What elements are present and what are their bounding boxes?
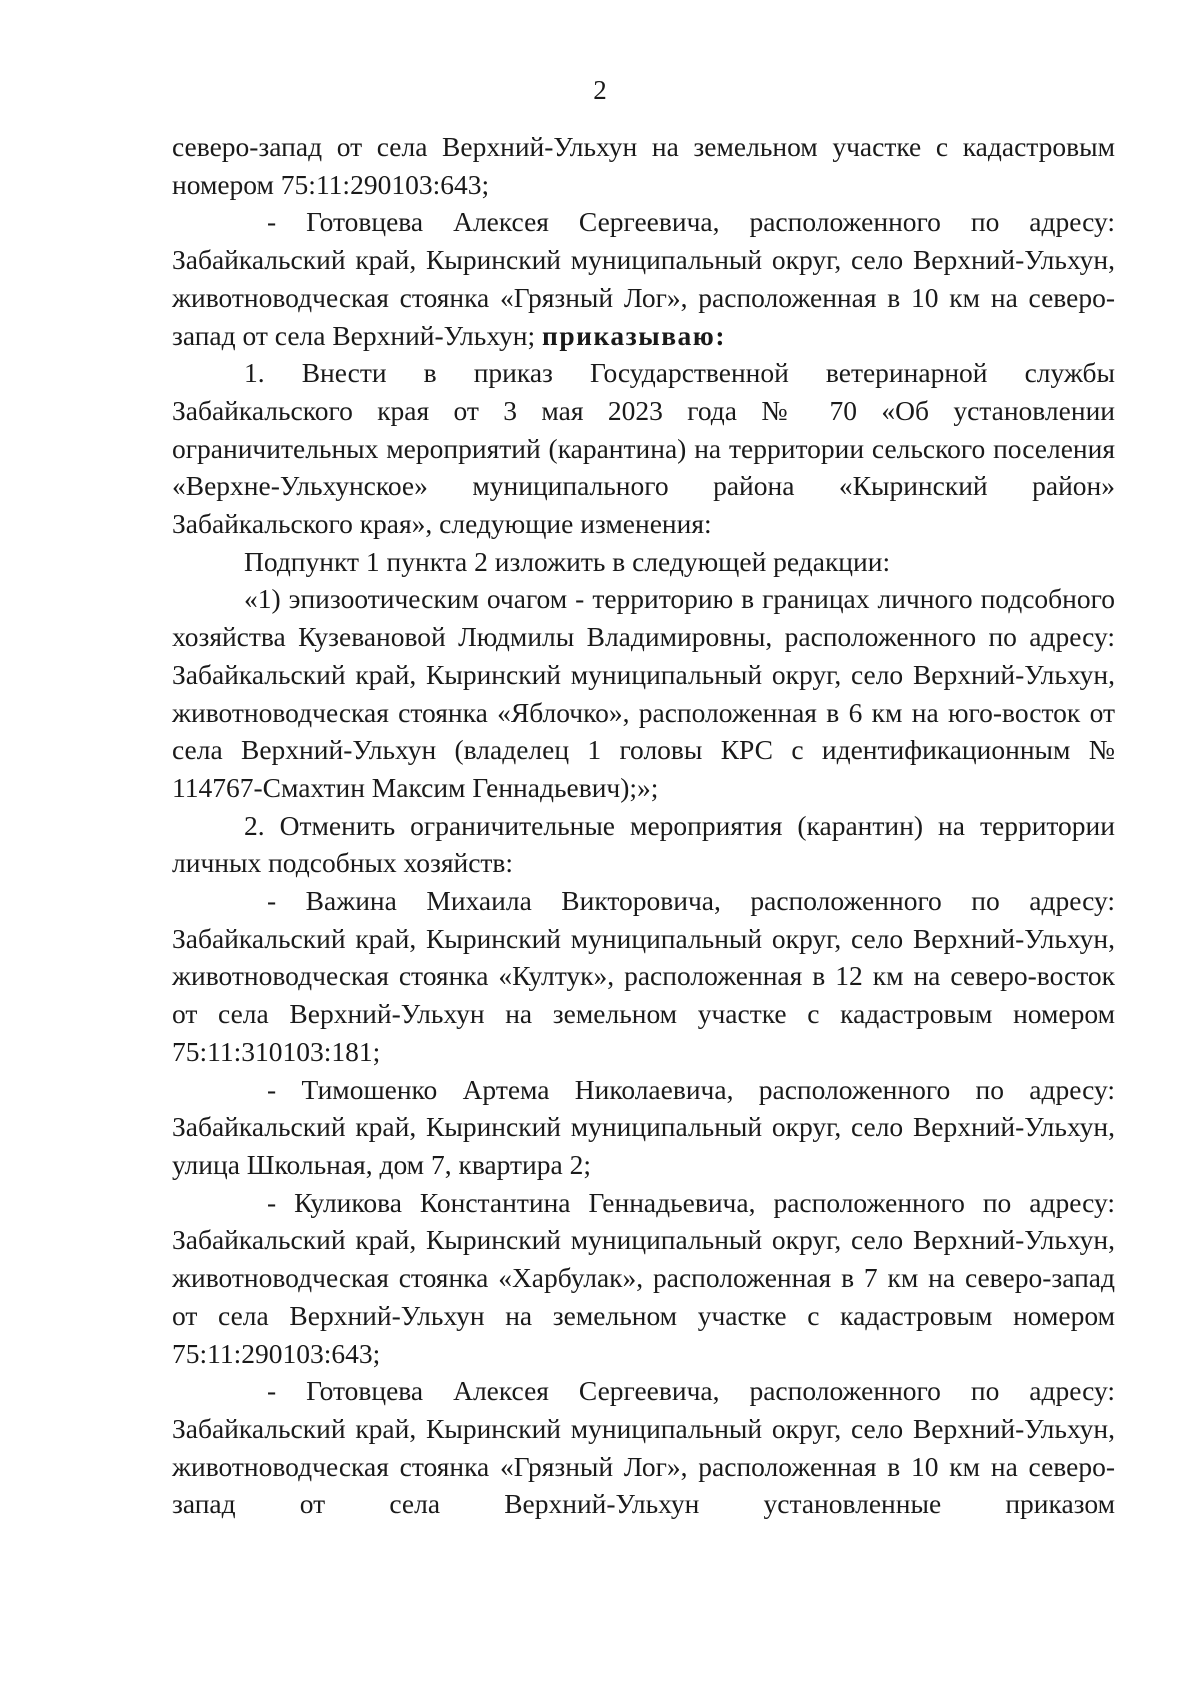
- paragraph-text: - Готовцева Алексея Сергеевича, расположенного по адресу: Забайкальский край, Кыринский муниципальный округ, село Верхний-Ульхун, животноводческая стоянка «Грязный Лог», расположенная в 10 км на северо-запад от села Верхний-Ульхун;: [172, 206, 1115, 351]
- list-item-timoshenko: - Тимошенко Артема Николаевича, расположенного по адресу: Забайкальский край, Кыринский муниципальный округ, село Верхний-Ульхун, улица Школьная, дом 7, квартира 2;: [172, 1073, 1115, 1180]
- paragraph-continuation: северо-запад от села Верхний-Ульхун на земельном участке с кадастровым номером 75:11:290103:643;: [172, 131, 1115, 200]
- order-keyword: приказываю:: [542, 319, 726, 351]
- paragraph-gotovtsev-order: [172, 203, 1115, 354]
- page-number: 2: [593, 75, 607, 105]
- paragraph-new-wording: «1) эпизоотическим очагом - территорию в границах личного подсобного хозяйства Кузевановой Людмилы Владимировны, расположенного по адресу: Забайкальский край, Кыринский муниципальный округ, село Верхний-Ульхун, животноводческая стоянка «Яблочко», расположенная в 6 км на юго-восток от села Верхний-Ульхун (владелец 1 головы КРС с идентификационным № 114767-Смахтин Максим Геннадьевич);»;: [172, 583, 1115, 803]
- document-body: [172, 128, 1115, 1523]
- paragraph-subitem-instruction: Подпункт 1 пункта 2 изложить в следующей редакции:: [244, 545, 891, 577]
- paragraph-item-1: 1. Внести в приказ Государственной ветеринарной службы Забайкальского края от 3 мая 2023 года № 70 «Об установлении ограничительных мероприятий (карантина) на территории сельского поселения «Верхне-Ульхунское» муниципального района «Кыринский район» Забайкальского края», следующие изменения:: [172, 357, 1115, 540]
- list-item-kulikov: - Куликова Константина Геннадьевича, расположенного по адресу: Забайкальский край, Кыринский муниципальный округ, село Верхний-Ульхун, животноводческая стоянка «Харбулак», расположенная в 7 км на северо-запад от села Верхний-Ульхун на земельном участке с кадастровым номером 75:11:290103:643;: [172, 1186, 1115, 1369]
- list-item-gotovtsev: - Готовцева Алексея Сергеевича, расположенного по адресу: Забайкальский край, Кыринский муниципальный округ, село Верхний-Ульхун, животноводческая стоянка «Грязный Лог», расположенная в 10 км на северо-запад от села Верхний-Ульхун установленные приказом: [172, 1375, 1115, 1520]
- list-item-vazhin: - Важина Михаила Викторовича, расположенного по адресу: Забайкальский край, Кыринский муниципальный округ, село Верхний-Ульхун, животноводческая стоянка «Култук», расположенная в 12 км на северо-восток от села Верхний-Ульхун на земельном участке с кадастровым номером 75:11:310103:181;: [172, 885, 1115, 1067]
- paragraph-item-2: 2. Отменить ограничительные мероприятия (карантин) на территории личных подсобных хозяйств:: [172, 809, 1115, 879]
